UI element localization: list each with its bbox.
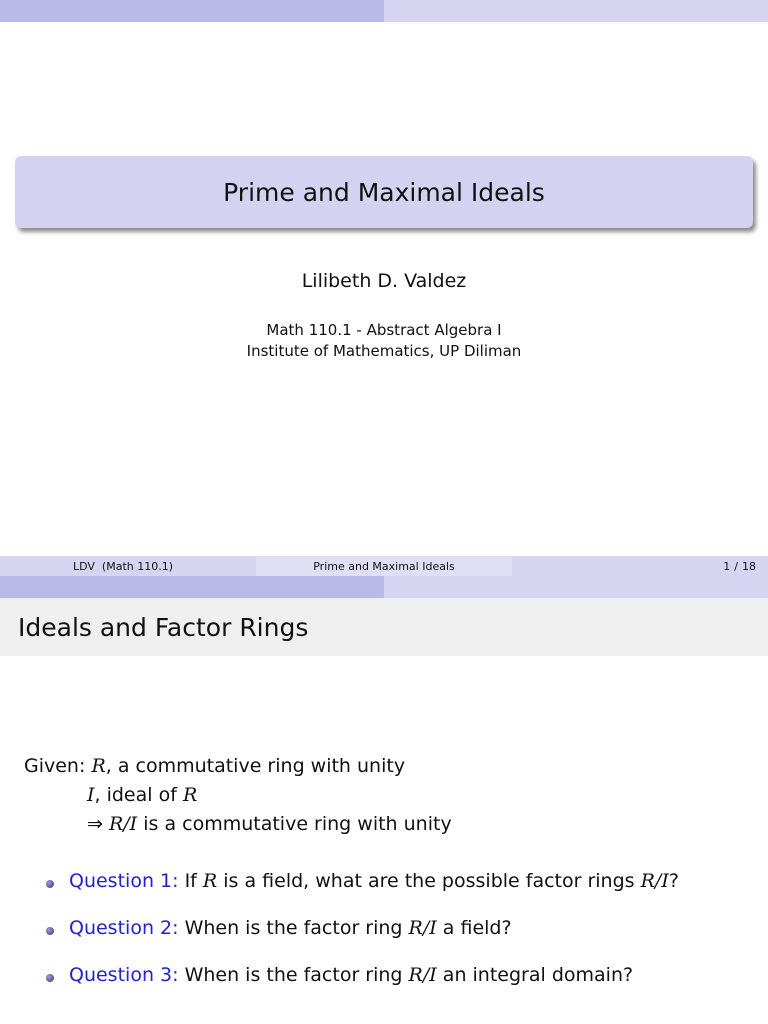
frame-title-bar xyxy=(0,598,768,656)
bullet-icon xyxy=(46,927,54,935)
presentation-title: Prime and Maximal Ideals xyxy=(223,177,545,207)
nav-bar xyxy=(0,0,768,22)
given-line-3-text: is a commutative ring with unity xyxy=(137,813,452,835)
math-R: R xyxy=(202,870,218,892)
page-total: 18 xyxy=(742,559,756,573)
question-part: When is the factor ring xyxy=(184,917,409,939)
given-line-2 xyxy=(24,781,452,810)
nav-bar-left xyxy=(0,576,384,598)
question-label: Question 3: xyxy=(69,964,179,986)
implies-symbol: ⇒ xyxy=(87,813,103,835)
question-label: Question 2: xyxy=(69,917,179,939)
frame-title: Ideals and Factor Rings xyxy=(18,612,309,642)
nav-bar-left xyxy=(0,0,384,22)
footer-title xyxy=(256,556,512,576)
math-quotient: R/I xyxy=(640,870,669,892)
question-part: ? xyxy=(668,870,679,892)
question-part: an integral domain? xyxy=(436,964,634,986)
question-part: is a field, what are the possible factor rings xyxy=(217,870,641,892)
question-label: Question 1: xyxy=(69,870,179,892)
math-quotient: R/I xyxy=(108,813,138,835)
question-text xyxy=(69,917,512,939)
question-text xyxy=(69,964,633,986)
question-part: When is the factor ring xyxy=(184,964,409,986)
math-I: I xyxy=(87,784,95,806)
course-name: Math 110.1 - Abstract Algebra I xyxy=(266,321,502,339)
footer-author-text: LDV (Math 110.1) xyxy=(73,559,174,573)
math-quotient: R/I xyxy=(408,964,437,986)
math-R: R xyxy=(182,784,198,806)
nav-bar-right xyxy=(384,576,768,598)
title-box xyxy=(15,156,753,228)
nav-bar xyxy=(0,576,768,598)
footer-author xyxy=(0,556,256,576)
given-line-1 xyxy=(24,752,452,781)
bullet-icon xyxy=(46,974,54,982)
author-name: Lilibeth D. Valdez xyxy=(301,270,467,292)
math-quotient: R/I xyxy=(408,917,437,939)
slide-footer xyxy=(0,556,768,576)
institute-name: Institute of Mathematics, UP Diliman xyxy=(246,342,522,360)
bullet-icon xyxy=(46,880,54,888)
institution-block xyxy=(0,320,768,362)
given-line-1-text: , a commutative ring with unity xyxy=(105,755,406,777)
nav-bar-right xyxy=(384,0,768,22)
given-line-2-text: , ideal of xyxy=(94,784,183,806)
question-text xyxy=(69,870,679,892)
footer-title-text: Prime and Maximal Ideals xyxy=(313,559,455,573)
content-slide xyxy=(0,576,768,1024)
math-R: R xyxy=(91,755,106,777)
page-separator: / xyxy=(734,559,738,573)
given-label: Given: xyxy=(24,755,86,777)
given-block xyxy=(24,752,452,839)
given-line-3 xyxy=(24,810,452,839)
footer-page-number xyxy=(512,556,768,576)
question-part: If xyxy=(184,870,203,892)
question-part: a field? xyxy=(436,917,512,939)
page-current: 1 xyxy=(723,559,731,573)
